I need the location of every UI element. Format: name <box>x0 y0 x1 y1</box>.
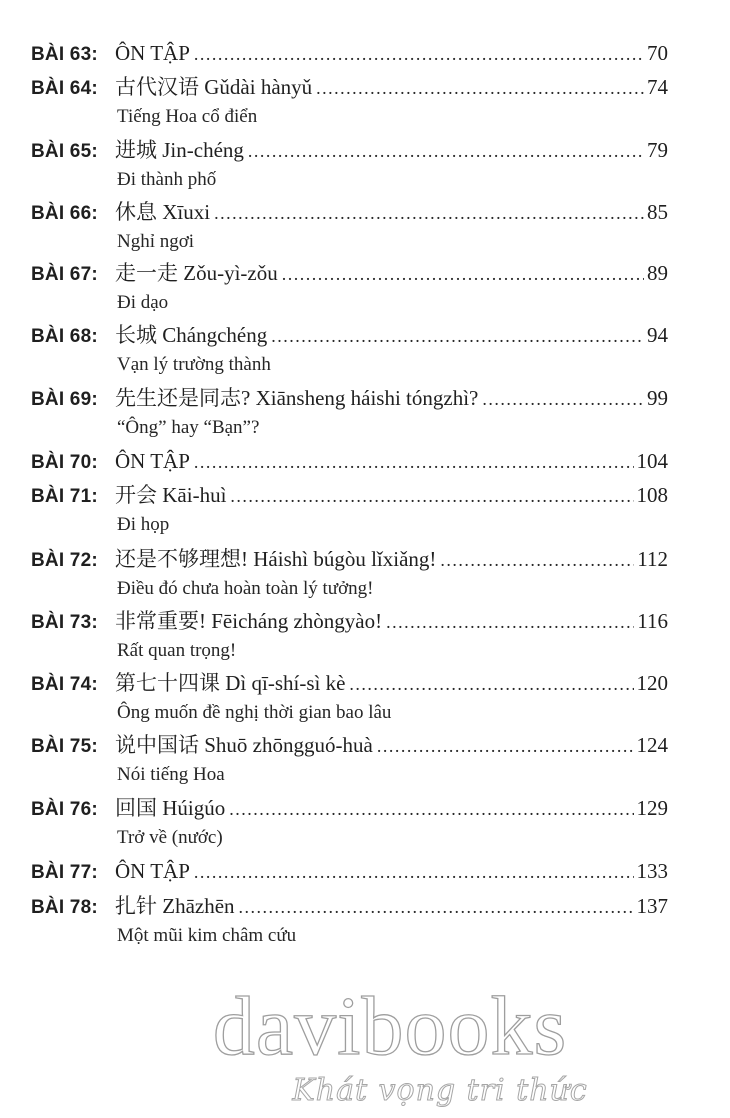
lesson-title: ÔN TẬP <box>115 41 190 65</box>
lesson-subtitle: Nói tiếng Hoa <box>117 764 225 785</box>
toc-entry <box>31 319 668 379</box>
lesson-number: BÀI 68: <box>31 326 98 347</box>
toc-line <box>31 605 668 637</box>
dot-leader <box>349 668 633 700</box>
toc-line <box>31 667 668 699</box>
dot-leader <box>282 258 644 290</box>
page-number: 89 <box>647 261 668 285</box>
watermark-logo: davibooks <box>212 980 568 1073</box>
page-number: 70 <box>647 41 668 65</box>
toc-line <box>31 71 668 103</box>
dot-leader <box>194 446 634 478</box>
toc-entry <box>31 667 668 727</box>
lesson-subtitle: Rất quan trọng! <box>117 640 237 661</box>
toc-line <box>31 792 668 824</box>
page-number: 112 <box>637 547 668 571</box>
watermark-tagline: Khát vọng tri thức <box>292 1073 588 1108</box>
page-number: 129 <box>636 796 668 820</box>
toc-line <box>31 479 668 511</box>
dot-leader <box>377 730 634 762</box>
dot-leader <box>316 72 644 104</box>
lesson-subtitle: Điều đó chưa hoàn toàn lý tưởng! <box>117 578 374 599</box>
toc-line <box>31 445 668 477</box>
dot-leader <box>194 856 634 888</box>
page-number: 74 <box>647 75 668 99</box>
lesson-title: 说中国话 Shuō zhōngguó-huà <box>115 733 373 757</box>
lesson-subtitle: Đi dạo <box>117 292 169 313</box>
toc-entry <box>31 71 668 131</box>
lesson-title: 休息 Xīuxi <box>115 200 211 224</box>
lesson-subtitle: Đi họp <box>117 514 170 535</box>
page-number: 79 <box>647 138 668 162</box>
toc-entry <box>31 792 668 852</box>
lesson-number: BÀI 71: <box>31 486 98 507</box>
toc-line <box>31 37 668 69</box>
page-number: 120 <box>636 671 668 695</box>
lesson-number: BÀI 72: <box>31 550 98 571</box>
page-number: 116 <box>637 609 668 633</box>
lesson-number: BÀI 66: <box>31 203 98 224</box>
lesson-subtitle: Đi thành phố <box>117 169 217 190</box>
dot-leader <box>239 891 634 923</box>
dot-leader <box>230 480 633 512</box>
lesson-title: 回国 Húigúo <box>115 796 226 820</box>
dot-leader <box>214 197 644 229</box>
toc-entry <box>31 37 668 69</box>
lesson-title: 开会 Kāi-huì <box>115 483 227 507</box>
lesson-subtitle: Một mũi kim châm cứu <box>117 925 297 946</box>
page-number: 94 <box>647 323 668 347</box>
page-number: 108 <box>636 483 668 507</box>
lesson-title: 走一走 Zǒu-yì-zǒu <box>115 261 278 285</box>
lesson-title: 扎针 Zhāzhēn <box>115 894 235 918</box>
toc-entry <box>31 855 668 887</box>
watermark <box>0 980 730 1109</box>
toc-line <box>31 855 668 887</box>
lesson-title: 古代汉语 Gǔdài hànyǔ <box>115 75 313 99</box>
dot-leader <box>194 38 644 70</box>
page-number: 133 <box>636 859 668 883</box>
page-number: 124 <box>636 733 668 757</box>
toc-entry <box>31 543 668 603</box>
toc-line <box>31 257 668 289</box>
lesson-title: 进城 Jin-chéng <box>115 138 244 162</box>
toc-line <box>31 729 668 761</box>
dot-leader <box>248 135 644 167</box>
lesson-subtitle: Trở về (nước) <box>117 827 223 848</box>
toc-entry <box>31 729 668 789</box>
lesson-number: BÀI 69: <box>31 389 98 410</box>
lesson-number: BÀI 67: <box>31 264 98 285</box>
dot-leader <box>482 383 644 415</box>
page-number: 137 <box>636 894 668 918</box>
toc-entry <box>31 445 668 477</box>
lesson-number: BÀI 63: <box>31 44 98 65</box>
toc-entry <box>31 134 668 194</box>
toc-line <box>31 196 668 228</box>
lesson-number: BÀI 78: <box>31 897 98 918</box>
lesson-number: BÀI 65: <box>31 141 98 162</box>
toc-line <box>31 319 668 351</box>
lesson-number: BÀI 64: <box>31 78 98 99</box>
lesson-number: BÀI 75: <box>31 736 98 757</box>
toc-line <box>31 382 668 414</box>
page-number: 99 <box>647 386 668 410</box>
dot-leader <box>271 320 644 352</box>
lesson-title: ÔN TẬP <box>115 859 190 883</box>
lesson-number: BÀI 74: <box>31 674 98 695</box>
page-number: 85 <box>647 200 668 224</box>
dot-leader <box>386 606 634 638</box>
lesson-subtitle: Tiếng Hoa cổ điển <box>117 106 258 127</box>
dot-leader <box>229 793 633 825</box>
lesson-title: 还是不够理想! Háishì búgòu lǐxiǎng! <box>115 547 437 571</box>
toc-line <box>31 543 668 575</box>
toc-entry <box>31 257 668 317</box>
dot-leader <box>440 544 634 576</box>
lesson-title: 第七十四课 Dì qī-shí-sì kè <box>115 671 346 695</box>
toc-entry <box>31 196 668 256</box>
lesson-subtitle: “Ông” hay “Bạn”? <box>117 417 260 438</box>
toc-entry <box>31 890 668 950</box>
lesson-number: BÀI 70: <box>31 452 98 473</box>
lesson-number: BÀI 77: <box>31 862 98 883</box>
lesson-title: 非常重要! Fēicháng zhòngyào! <box>115 609 383 633</box>
lesson-title: 长城 Chángchéng <box>115 323 268 347</box>
toc-line <box>31 134 668 166</box>
lesson-title: ÔN TẬP <box>115 449 190 473</box>
lesson-subtitle: Nghỉ ngơi <box>117 231 195 252</box>
toc-line <box>31 890 668 922</box>
page-number: 104 <box>636 449 668 473</box>
lesson-number: BÀI 76: <box>31 799 98 820</box>
toc-entry <box>31 382 668 442</box>
lesson-subtitle: Vạn lý trường thành <box>117 354 271 375</box>
lesson-number: BÀI 73: <box>31 612 98 633</box>
lesson-title: 先生还是同志? Xiānsheng háishi tóngzhì? <box>115 386 479 410</box>
toc-entry <box>31 479 668 539</box>
toc-entry <box>31 605 668 665</box>
lesson-subtitle: Ông muốn đề nghị thời gian bao lâu <box>117 702 392 723</box>
